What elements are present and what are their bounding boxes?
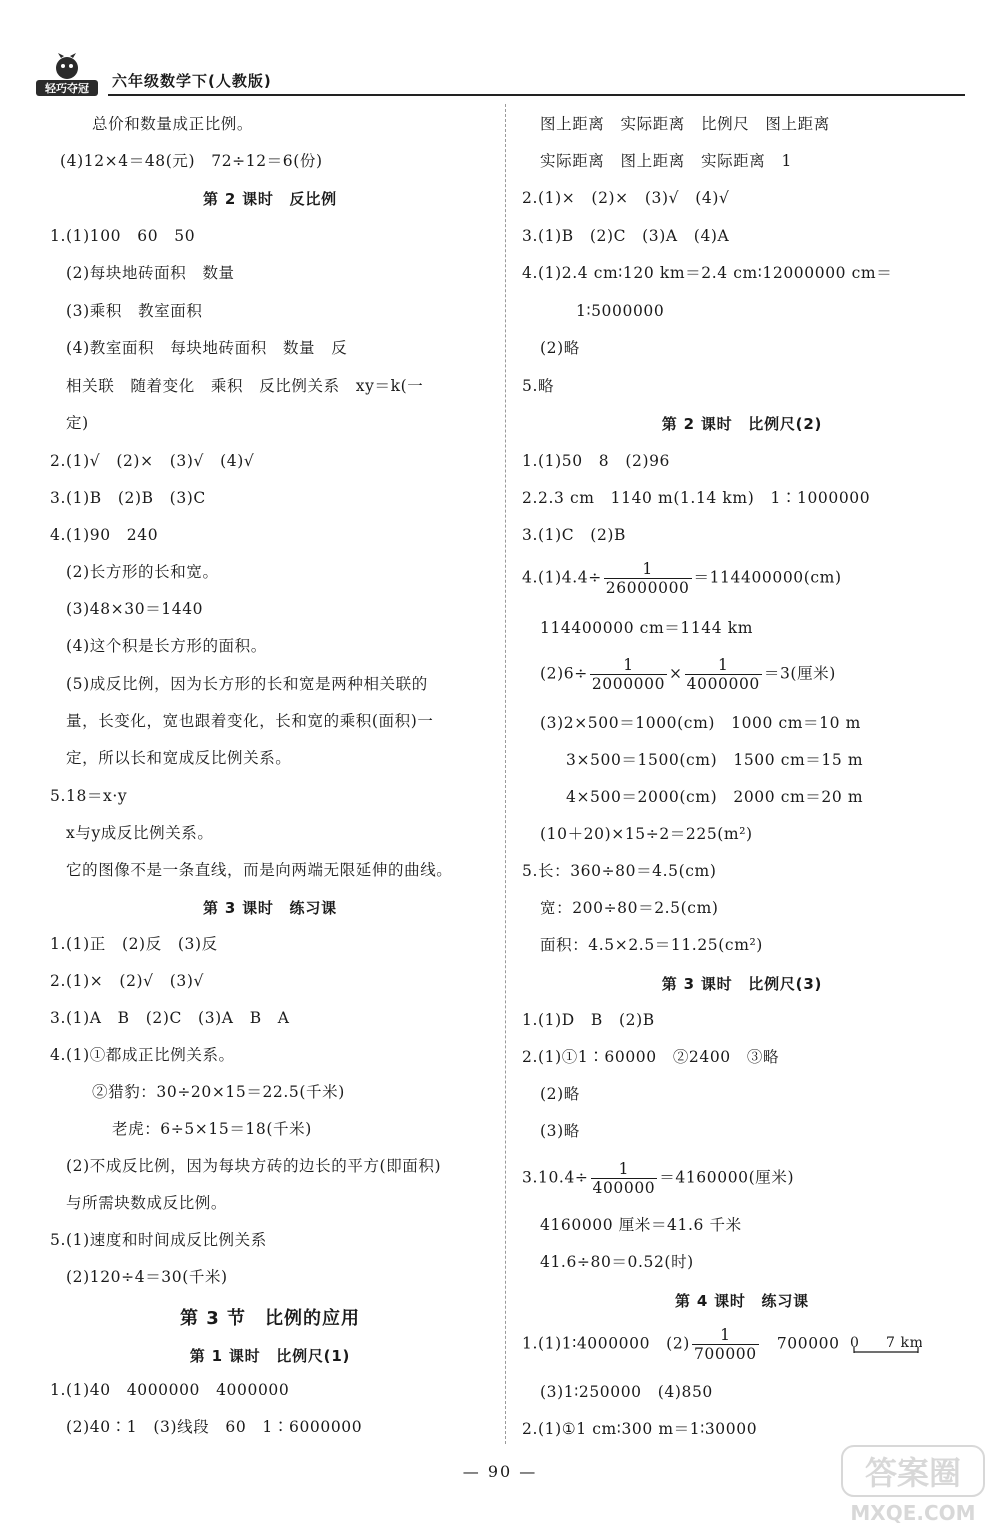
answer-line: (2)长方形的长和宽。: [66, 563, 219, 581]
answer-line: (2)40∶1 (3)线段 60 1∶6000000: [66, 1418, 363, 1436]
answer-line: 3.(1)A B (2)C (3)A B A: [50, 1009, 290, 1027]
answer-line: 2.(1)× (2)× (3)√ (4)√: [522, 189, 730, 207]
answer-line: 3×500＝1500(cm) 1500 cm＝15 m: [566, 751, 864, 769]
answer-line: 3.(1)B (2)B (3)C: [50, 489, 206, 507]
fraction: $\frac{1}{700000}$: [693, 1326, 757, 1363]
answer-line: 图上距离 实际距离 比例尺 图上距离: [540, 115, 830, 133]
logo-icon: [30, 52, 104, 98]
header-rule: [108, 94, 965, 96]
answer-line: 面积：4.5×2.5＝11.25(cm²): [540, 936, 763, 954]
book-title: 六年级数学下(人教版): [112, 72, 272, 90]
lesson-heading: 第 2 课时 反比例: [203, 190, 337, 208]
answer-line: 5.(1)速度和时间成反比例关系: [50, 1231, 267, 1249]
answer-line: x与y成反比例关系。: [66, 824, 214, 842]
answer-line: 老虎：6÷5×15＝18(千米): [112, 1120, 312, 1138]
answer-line: 41.6÷80＝0.52(时): [540, 1253, 694, 1271]
column-divider: [505, 104, 506, 1444]
lesson-heading: 第 4 课时 练习课: [675, 1292, 809, 1310]
page-number: — 90 —: [462, 1462, 538, 1481]
answer-line: 4.(1)2.4 cm∶120 km＝2.4 cm∶12000000 cm＝: [522, 264, 893, 282]
answer-line: 3.(1)C (2)B: [522, 526, 627, 544]
answer-line: 2.(1)①1∶60000 ②2400 ③略: [522, 1048, 780, 1066]
answer-line: 5.长：360÷80＝4.5(cm): [522, 862, 717, 880]
answer-line: 实际距离 图上距离 实际距离 1: [540, 152, 792, 170]
answer-line: 4.(1)90 240: [50, 526, 159, 544]
answer-line: (3)48×30＝1440: [66, 600, 204, 618]
fraction: $\frac{1}{2000000}$: [591, 656, 666, 693]
answer-line: ②猎豹：30÷20×15＝22.5(千米): [92, 1083, 345, 1101]
page-header: [30, 52, 965, 98]
answer-line: 总价和数量成正比例。: [92, 115, 254, 133]
answer-line: 定): [66, 414, 89, 432]
answer-line: (2)略: [540, 339, 580, 357]
answer-line: 2.(1)√ (2)× (3)√ (4)√: [50, 452, 255, 470]
lesson-heading: 第 3 课时 练习课: [203, 899, 337, 917]
lesson-heading: 第 2 课时 比例尺(2): [661, 415, 823, 433]
answer-line: 1.(1)40 4000000 4000000: [50, 1381, 290, 1399]
answer-line: 1.(1)正 (2)反 (3)反: [50, 935, 218, 953]
scale-bar-icon: [850, 1334, 922, 1356]
answer-line: (3)乘积 教室面积: [66, 302, 203, 320]
answer-line: (2)每块地砖面积 数量: [66, 264, 235, 282]
scale-bar: [850, 1334, 922, 1356]
scale-bar-start-label: 0: [849, 1334, 860, 1351]
answer-line: 3.(1)B (2)C (3)A (4)A: [522, 227, 730, 245]
answer-line: (2)不成反比例，因为每块方砖的边长的平方(即面积): [66, 1157, 442, 1175]
answer-line: 5.18＝x·y: [50, 787, 128, 805]
fraction: $\frac{1}{26000000}$: [605, 560, 690, 597]
answer-line: (3)略: [540, 1122, 580, 1140]
answer-line: 4.(1)①都成正比例关系。: [50, 1046, 235, 1064]
answer-line-fraction: 1.(1)1∶4000000 (2) $\frac{1}{700000}$ 700000 0 7 km: [522, 1326, 922, 1363]
watermark-text: 答案圈: [864, 1454, 962, 1492]
answer-line: 2.(1)× (2)√ (3)√: [50, 972, 204, 990]
lesson-heading: 第 1 课时 比例尺(1): [189, 1347, 351, 1365]
answer-line: (3)1∶250000 (4)850: [540, 1383, 713, 1401]
watermark-logo-icon: [838, 1440, 988, 1528]
answer-line-fraction: 3.10.4÷ $\frac{1}{400000}$ ＝4160000(厘米): [522, 1160, 795, 1197]
answer-line: 1.(1)100 60 50: [50, 227, 196, 245]
answer-line: (3)2×500＝1000(cm) 1000 cm＝10 m: [540, 714, 861, 732]
answer-line-fraction: 4.(1)4.4÷ $\frac{1}{26000000}$ ＝114400000(cm): [522, 560, 842, 597]
answer-line: (5)成反比例，因为长方形的长和宽是两种相关联的: [66, 675, 428, 693]
answer-line: 量，长变化，宽也跟着变化，长和宽的乘积(面积)一: [66, 712, 434, 730]
fraction: $\frac{1}{400000}$: [592, 1160, 656, 1197]
answer-line: 114400000 cm＝1144 km: [540, 619, 754, 637]
section-heading: 第 3 节 比例的应用: [179, 1308, 361, 1329]
lesson-heading: 第 3 课时 比例尺(3): [661, 975, 823, 993]
answer-line-fraction: (2)6÷ $\frac{1}{2000000}$ × $\frac{1}{4000000}$ ＝3(厘米): [540, 656, 836, 693]
answer-line: 5.略: [522, 377, 555, 395]
answer-line: 2.(1)①1 cm∶300 m＝1∶30000: [522, 1420, 758, 1438]
answer-line: (4)12×4＝48(元) 72÷12＝6(份): [60, 152, 323, 170]
answer-line: 4×500＝2000(cm) 2000 cm＝20 m: [566, 788, 864, 806]
answer-line: (10＋20)×15÷2＝225(m²): [540, 825, 753, 843]
answer-line: 定，所以长和宽成反比例关系。: [66, 749, 292, 767]
answer-line: 宽：200÷80＝2.5(cm): [540, 899, 719, 917]
answer-line: 它的图像不是一条直线，而是向两端无限延伸的曲线。: [66, 861, 453, 879]
answer-line: (4)教室面积 每块地砖面积 数量 反: [66, 339, 348, 357]
logo-text: 轻巧夺冠: [45, 82, 89, 95]
answer-line: 4160000 厘米＝41.6 千米: [540, 1216, 742, 1234]
answer-line: 1.(1)50 8 (2)96: [522, 452, 671, 470]
answer-line: 1.(1)D B (2)B: [522, 1011, 655, 1029]
answer-line: (2)略: [540, 1085, 580, 1103]
answer-line: 相关联 随着变化 乘积 反比例关系 xy＝k(一: [66, 377, 424, 395]
scale-bar-end-label: 7 km: [885, 1334, 922, 1351]
answer-line: (4)这个积是长方形的面积。: [66, 637, 267, 655]
fraction: $\frac{1}{4000000}$: [686, 656, 760, 693]
answer-line: 与所需块数成反比例。: [66, 1194, 228, 1212]
answer-line: 1∶5000000: [576, 302, 665, 320]
answer-line: 2.2.3 cm 1140 m(1.14 km) 1∶1000000: [522, 489, 871, 507]
answer-line: (2)120÷4＝30(千米): [66, 1268, 228, 1286]
watermark-url: MXQE.COM: [850, 1501, 976, 1525]
